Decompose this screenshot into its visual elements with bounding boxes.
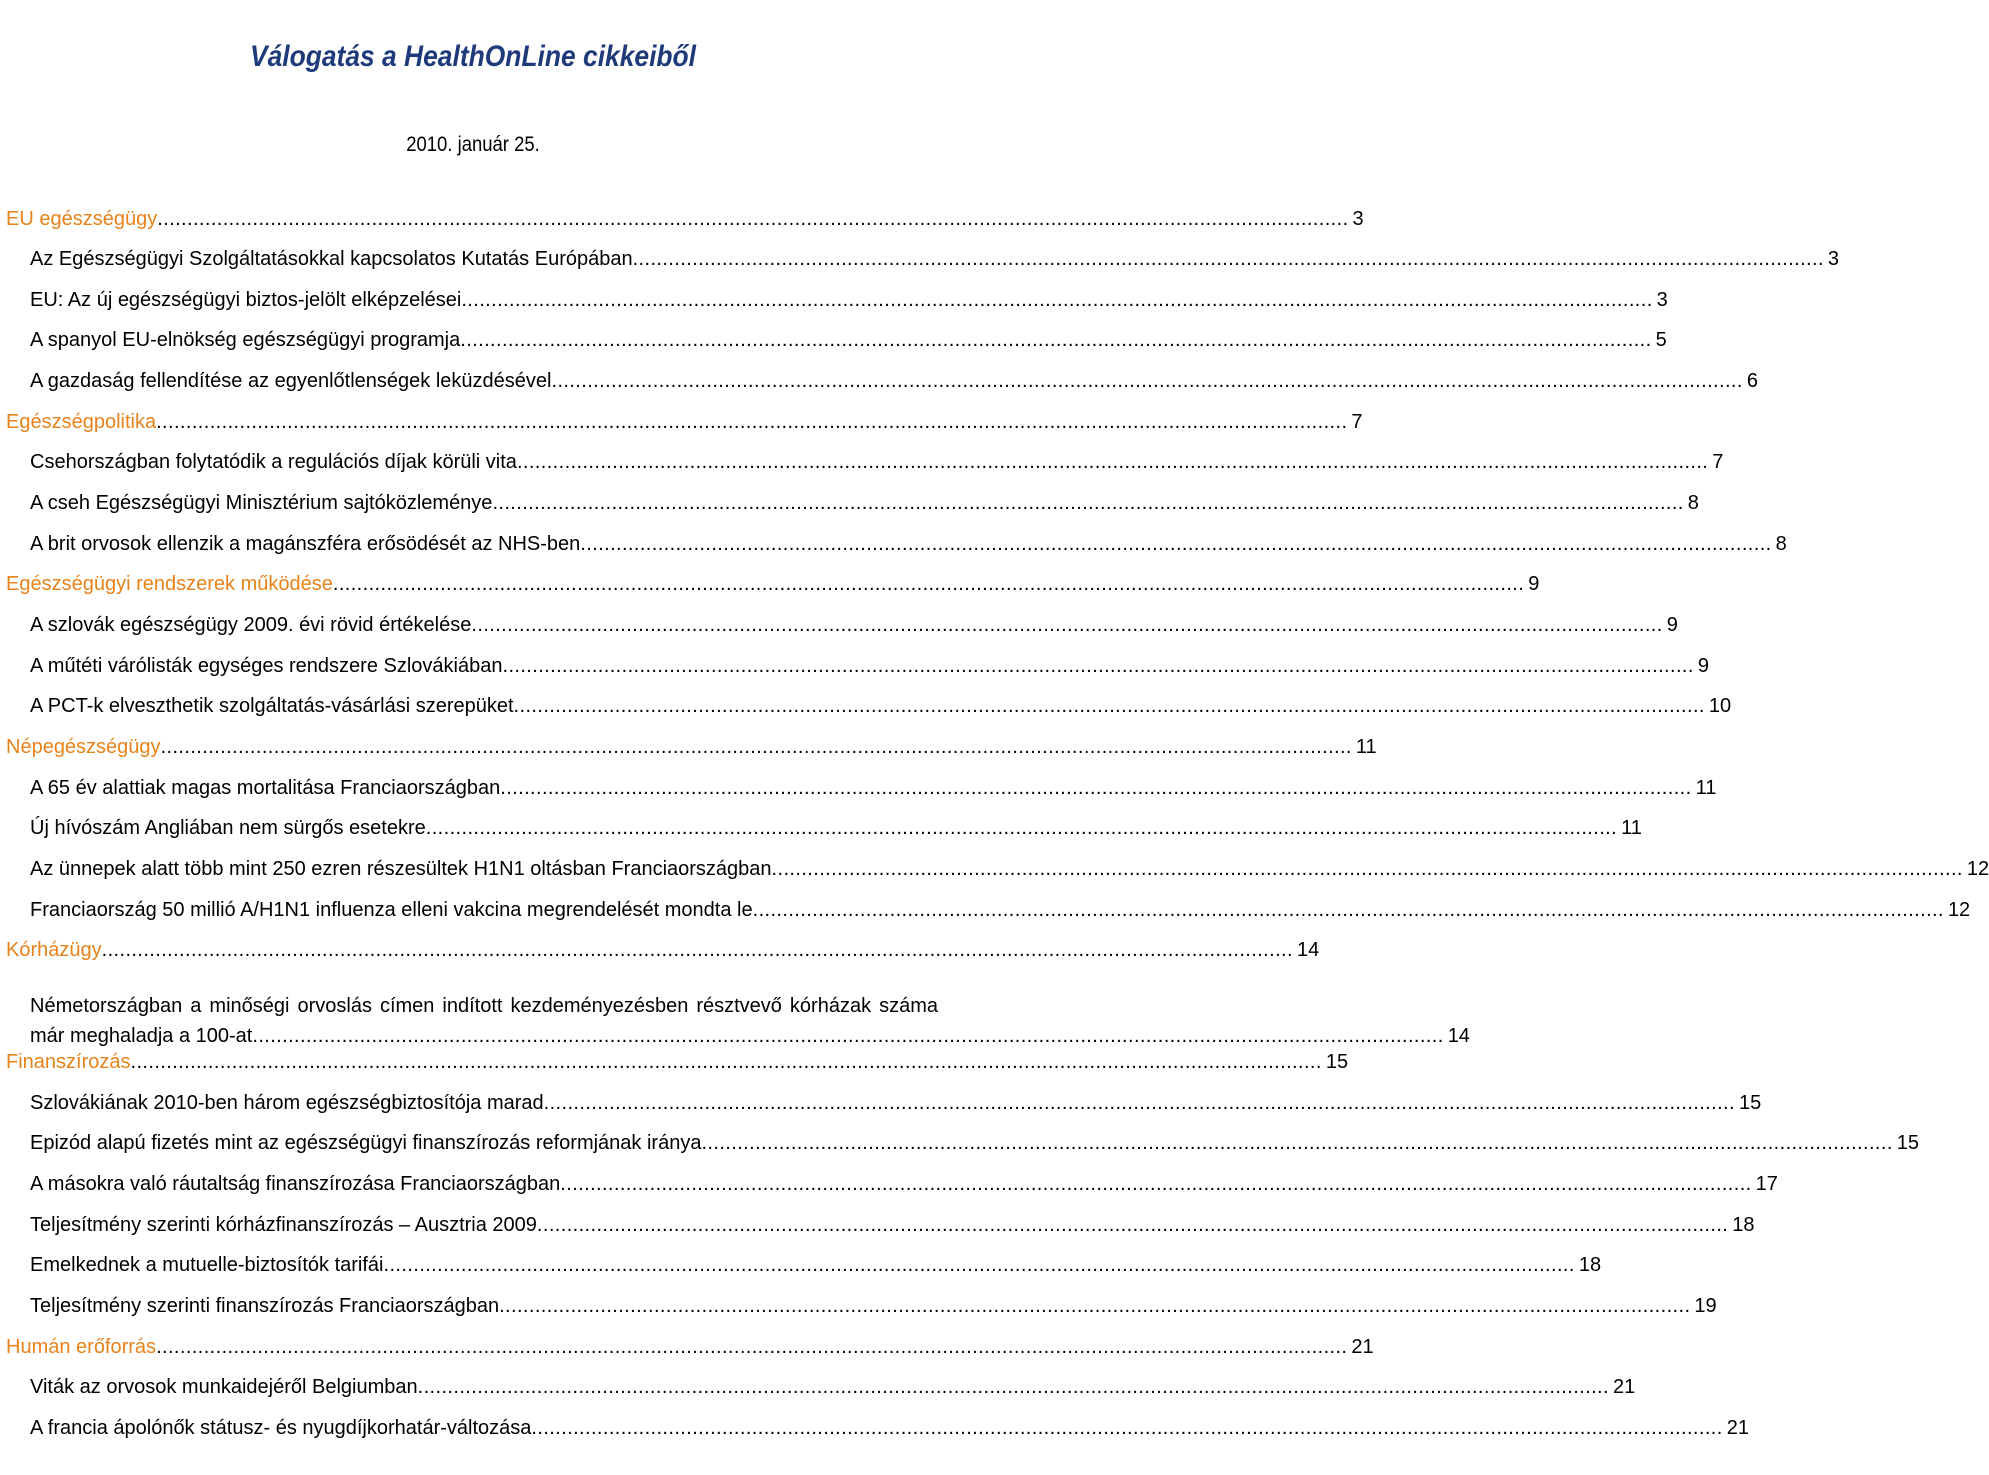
toc-entry[interactable] — [30, 605, 1678, 645]
toc-dot-leader: ........................................................................................................................................................................................................ — [560, 1173, 1752, 1195]
toc-page-number: 11 — [1621, 817, 1642, 839]
toc-section-title: EU egészségügy — [6, 208, 158, 230]
toc-dot-leader: ........................................................................................................................................................................................................ — [701, 1132, 1893, 1154]
toc-section-title: Egészségpolitika — [6, 411, 157, 433]
toc-entry-title: Emelkednek a mutuelle-biztosítók tarifái — [30, 1254, 384, 1276]
toc-section-entry[interactable] — [6, 1327, 1374, 1367]
toc-entry-title: Franciaország 50 millió A/H1N1 influenza elleni vakcina megrendelését mondta le — [30, 899, 753, 921]
toc-page-number: 12 — [1966, 858, 1989, 880]
toc-page-number: 21 — [1612, 1376, 1636, 1398]
document-date: 2010. január 25. — [406, 133, 540, 156]
toc-entry-title: Az Egészségügyi Szolgáltatásokkal kapcsolatos Kutatás Európában — [30, 248, 633, 270]
toc-entry[interactable] — [30, 1083, 1762, 1123]
toc-entry[interactable] — [30, 239, 1840, 279]
toc-page-number: 8 — [1775, 533, 1787, 555]
toc-section-title: Kórházügy — [6, 939, 102, 961]
toc-entry-title: A spanyol EU-elnökség egészségügyi programja — [30, 329, 461, 351]
toc-section-entry[interactable] — [6, 930, 1320, 970]
toc-entry-title: A gazdaság fellendítése az egyenlőtlenségek leküzdésével — [30, 370, 552, 392]
toc-entry[interactable] — [30, 524, 1787, 564]
toc-entry[interactable] — [30, 890, 1971, 930]
toc-dot-leader: ........................................................................................................................................................................................................ — [516, 451, 1709, 473]
toc-dot-leader: ........................................................................................................................................................................................................ — [513, 695, 1705, 717]
toc-page-number: 7 — [1351, 411, 1363, 433]
toc-page-number: 6 — [1746, 370, 1758, 392]
toc-page-number: 15 — [1896, 1132, 1920, 1154]
toc-dot-leader: ........................................................................................................................................................................................................ — [543, 1092, 1735, 1114]
toc-entry-title: Szlovákiának 2010-ben három egészségbiztosítója marad — [30, 1092, 544, 1114]
toc-dot-leader: ........................................................................................................................................................................................................ — [332, 573, 1525, 595]
toc-entry[interactable] — [30, 1164, 1778, 1204]
toc-entry-title: Csehországban folytatódik a regulációs díjak körüli vita — [30, 451, 517, 473]
toc-dot-leader: ........................................................................................................................................................................................................ — [252, 1025, 1444, 1047]
toc-entry[interactable] — [30, 1123, 1920, 1163]
toc-entry[interactable] — [30, 442, 1724, 482]
toc-page-number: 9 — [1666, 614, 1678, 636]
toc-dot-leader: ........................................................................................................................................................................................................ — [492, 492, 1684, 514]
toc-page-number: 14 — [1296, 939, 1320, 961]
toc-entry[interactable] — [30, 1245, 1602, 1285]
toc-page-number: 18 — [1732, 1214, 1755, 1236]
toc-page-number: 15 — [1738, 1092, 1762, 1114]
toc-dot-leader: ........................................................................................................................................................................................................ — [101, 939, 1293, 961]
toc-entry-title: EU: Az új egészségügyi biztos-jelölt elképzelései — [30, 289, 462, 311]
toc-dot-leader: ........................................................................................................................................................................................................ — [752, 899, 1944, 921]
toc-dot-leader: ........................................................................................................................................................................................................ — [383, 1254, 1575, 1276]
toc-section-entry[interactable] — [6, 199, 1364, 239]
toc-dot-leader: ........................................................................................................................................................................................................ — [632, 248, 1824, 270]
toc-dot-leader: ........................................................................................................................................................................................................ — [461, 289, 1653, 311]
toc-entry[interactable] — [30, 1367, 1636, 1407]
toc-section-title: Népegészségügy — [6, 736, 161, 758]
toc-page-number: 19 — [1694, 1295, 1717, 1317]
toc-entry-title: Viták az orvosok munkaidejéről Belgiumban — [30, 1376, 418, 1398]
toc-page-number: 21 — [1351, 1336, 1374, 1358]
toc-page-number: 17 — [1755, 1173, 1778, 1195]
toc-entry-title: Az ünnepek alatt több mint 250 ezren részesültek H1N1 oltásban Franciaországban — [30, 858, 772, 880]
toc-section-entry[interactable] — [6, 1042, 1349, 1082]
toc-page-number: 3 — [1352, 208, 1364, 230]
toc-dot-leader: ........................................................................................................................................................................................................ — [771, 858, 1963, 880]
toc-dot-leader: ........................................................................................................................................................................................................ — [156, 411, 1348, 433]
toc-page-number: 9 — [1528, 573, 1540, 595]
toc-section-entry[interactable] — [6, 564, 1540, 604]
toc-dot-leader: ........................................................................................................................................................................................................ — [417, 1376, 1609, 1398]
toc-page-number: 21 — [1726, 1417, 1749, 1439]
toc-entry-title: A cseh Egészségügyi Minisztérium sajtóközleménye — [30, 492, 493, 514]
toc-entry-title: A PCT-k elveszthetik szolgáltatás-vásárlási szerepüket — [30, 695, 514, 717]
toc-page-number: 9 — [1697, 655, 1709, 677]
toc-page-number: 14 — [1447, 1025, 1470, 1047]
toc-page-number: 12 — [1947, 899, 1971, 921]
toc-page-number: 10 — [1708, 695, 1732, 717]
toc-entry[interactable] — [30, 280, 1668, 320]
toc-dot-leader: ........................................................................................................................................................................................................ — [499, 1295, 1691, 1317]
toc-entry[interactable] — [30, 1205, 1755, 1245]
toc-dot-leader: ........................................................................................................................................................................................................ — [502, 655, 1694, 677]
toc-page-number: 11 — [1355, 736, 1377, 758]
toc-entry[interactable] — [30, 849, 1989, 889]
toc-entry-title: A 65 év alattiak magas mortalitása Franciaországban — [30, 777, 501, 799]
toc-section-title: Egészségügyi rendszerek működése — [6, 573, 333, 595]
toc-dot-leader: ........................................................................................................................................................................................................ — [500, 777, 1692, 799]
toc-page-number: 5 — [1655, 329, 1667, 351]
toc-dot-leader: ........................................................................................................................................................................................................ — [156, 1336, 1348, 1358]
toc-dot-leader: ........................................................................................................................................................................................................ — [130, 1051, 1322, 1073]
toc-entry[interactable] — [30, 808, 1642, 848]
toc-section-title: Humán erőforrás — [6, 1336, 157, 1358]
toc-section-entry[interactable] — [6, 727, 1377, 767]
toc-entry-title-line1: Németországban a minőségi orvoslás címen indított kezdeményezésben résztvevő kórházak száma — [30, 995, 938, 1017]
toc-entry-title: Új hívószám Angliában nem sürgős esetekre — [30, 817, 426, 839]
toc-entry-title: A brit orvosok ellenzik a magánszféra erősödését az NHS-ben — [30, 533, 581, 555]
document-title: Válogatás a HealthOnLine cikkeiből — [249, 40, 696, 73]
toc-entry[interactable] — [30, 646, 1709, 686]
toc-entry-title: A szlovák egészségügy 2009. évi rövid értékelése — [30, 614, 472, 636]
toc-dot-leader: ........................................................................................................................................................................................................ — [160, 736, 1352, 758]
toc-page-number: 3 — [1656, 289, 1668, 311]
toc-entry[interactable] — [30, 768, 1717, 808]
toc-page-number: 7 — [1712, 451, 1724, 473]
toc-dot-leader: ........................................................................................................................................................................................................ — [157, 208, 1349, 230]
toc-entry-title-line2: már meghaladja a 100-at — [30, 1025, 253, 1047]
toc-entry[interactable] — [30, 483, 1699, 523]
toc-entry-title: A műtéti várólisták egységes rendszere Szlovákiában — [30, 655, 503, 677]
toc-dot-leader: ........................................................................................................................................................................................................ — [580, 533, 1772, 555]
toc-page-number: 11 — [1695, 777, 1717, 799]
toc-page-number: 8 — [1687, 492, 1699, 514]
toc-entry[interactable] — [30, 686, 1732, 726]
toc-page-number: 18 — [1578, 1254, 1602, 1276]
toc-section-title: Finanszírozás — [6, 1051, 131, 1073]
toc-dot-leader: ........................................................................................................................................................................................................ — [551, 370, 1743, 392]
toc-section-entry[interactable] — [6, 402, 1363, 442]
toc-dot-leader: ........................................................................................................................................................................................................ — [536, 1214, 1729, 1236]
toc-entry[interactable] — [30, 1408, 1749, 1448]
toc-entry-title: Epizód alapú fizetés mint az egészségügyi finanszírozás reformjának iránya — [30, 1132, 702, 1154]
toc-dot-leader: ........................................................................................................................................................................................................ — [531, 1417, 1723, 1439]
toc-entry-title: A francia ápolónők státusz- és nyugdíjkorhatár-változása — [30, 1417, 532, 1439]
toc-entry-title: A másokra való ráutaltság finanszírozása Franciaországban — [30, 1173, 561, 1195]
toc-dot-leader: ........................................................................................................................................................................................................ — [471, 614, 1663, 636]
toc-entry[interactable] — [30, 320, 1667, 360]
toc-dot-leader: ........................................................................................................................................................................................................ — [425, 817, 1618, 839]
toc-dot-leader: ........................................................................................................................................................................................................ — [460, 329, 1652, 351]
toc-page-number: 3 — [1827, 248, 1840, 270]
toc-entry[interactable] — [30, 361, 1758, 401]
toc-entry[interactable] — [30, 1286, 1717, 1326]
toc-entry-title: Teljesítmény szerinti finanszírozás Franciaországban — [30, 1295, 500, 1317]
toc-page-number: 15 — [1325, 1051, 1349, 1073]
toc-entry-title: Teljesítmény szerinti kórházfinanszírozás – Ausztria 2009 — [30, 1214, 537, 1236]
